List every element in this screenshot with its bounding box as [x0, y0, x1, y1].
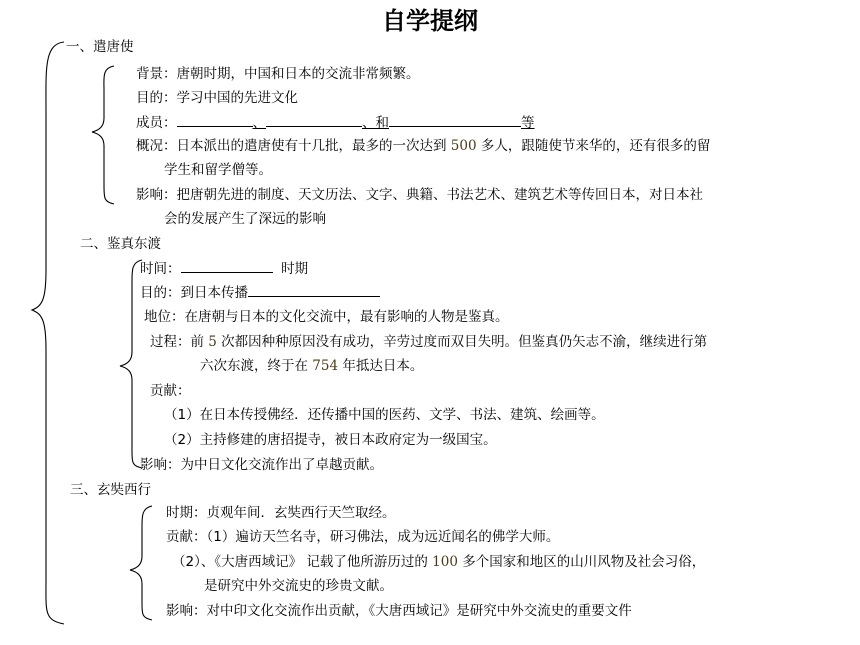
- outer-brace: [32, 42, 64, 624]
- s2-purpose-text: 到日本传播: [180, 285, 248, 301]
- s1-brace: [92, 66, 114, 204]
- s2-contrib-1: （1）在日本传授佛经．还传播中国的医药、文学、书法、建筑、绘画等。: [164, 407, 605, 423]
- s3-impact-text: 对中印文化交流作出贡献，《大唐西域记》是研究中外交流史的重要文件: [206, 603, 632, 619]
- s3-period: [166, 503, 396, 523]
- s1-overview-label: 概况：: [136, 138, 177, 154]
- s1-purpose-text: 学习中国的先进文化: [176, 90, 298, 106]
- s1-impact-line2: 会的发展产生了深远的影响: [164, 211, 326, 227]
- s1-members-blank-3[interactable]: [389, 112, 521, 127]
- s2-process-text-a: 前: [190, 334, 209, 350]
- s1-heading: 一、遣唐使: [66, 39, 134, 55]
- s3-impact: [166, 601, 632, 621]
- s2-status-label: 地位：: [144, 309, 185, 325]
- s2-process-text-b: 次都因种种原因没有成功，辛劳过度而双目失明。但鉴真仍矢志不渝，继续进行第: [216, 334, 708, 350]
- s2-purpose-label: 目的：: [140, 285, 181, 301]
- s2-impact-text: 为中日文化交流作出了卓越贡献。: [180, 457, 383, 473]
- s2-impact-label: 影响：: [140, 457, 181, 473]
- s2-process-year: 754: [312, 358, 339, 374]
- s1-overview-number: 500: [450, 138, 477, 154]
- s1-overview-text-a: 日本派出的遣唐使有十几批，最多的一次达到: [176, 138, 451, 154]
- s1-members-blank-1[interactable]: [177, 112, 253, 127]
- s2-time-suffix: 时期: [281, 261, 309, 277]
- s2-time: [140, 258, 308, 279]
- s1-impact: [136, 185, 703, 205]
- s1-members-end: 等: [521, 115, 535, 131]
- s3-contrib-label: 贡献：: [166, 529, 207, 545]
- s3-brace: [130, 506, 152, 620]
- s2-process-line2-b: 年抵达日本。: [338, 358, 424, 374]
- s1-members-sep-1: 、: [252, 115, 266, 131]
- s3-contrib: [166, 527, 559, 547]
- s2-process-label: 过程：: [150, 334, 191, 350]
- s1-background-text: 唐朝时期，中国和日本的交流非常频繁。: [176, 66, 420, 82]
- s1-overview-line2: 学生和留学僧等。: [164, 162, 272, 178]
- s2-purpose-blank[interactable]: [248, 282, 380, 297]
- s1-members-sep-2: 、和: [362, 115, 389, 131]
- s2-heading: 二、鉴真东渡: [80, 236, 161, 252]
- s3-contrib-2: [172, 552, 705, 572]
- s2-process-line2-a: 六次东渡，终于在: [200, 358, 313, 374]
- s2-time-blank[interactable]: [181, 258, 273, 273]
- s1-members: [136, 112, 535, 133]
- s3-contrib-2-line2: 是研究中外交流史的珍贵文献。: [204, 578, 393, 594]
- s2-brace: [120, 260, 142, 468]
- page-title: 自学提纲: [382, 7, 478, 35]
- s3-contrib-2-number: 100: [432, 554, 458, 570]
- s3-contrib-2-a: （2）、《大唐西域记》 记载了他所游历过的: [172, 554, 433, 570]
- s1-impact-label: 影响：: [136, 187, 177, 203]
- s3-period-label: 时期：: [166, 505, 207, 521]
- s2-process-number: 5: [208, 334, 217, 350]
- s3-contrib-1: （1）遍访天竺名寺，研习佛法，成为远近闻名的佛学大师。: [206, 529, 560, 545]
- s2-status-text: 在唐朝与日本的文化交流中，最有影响的人物是鉴真。: [184, 309, 509, 325]
- s1-overview-text-b: 多人，跟随使节来华的，还有很多的留: [476, 138, 711, 154]
- s3-contrib-2-b: 多个国家和地区的山川风物及社会习俗，: [457, 554, 706, 570]
- s1-impact-text: 把唐朝先进的制度、天文历法、文字、典籍、书法艺术、建筑艺术等传回日本，对日本社: [176, 187, 703, 203]
- s1-background-label: 背景：: [136, 66, 177, 82]
- s2-impact: [140, 455, 383, 475]
- s1-purpose: [136, 88, 298, 108]
- s2-purpose: [140, 282, 380, 303]
- s2-contrib-label: 贡献：: [150, 383, 191, 399]
- s3-period-text: 贞观年间．玄奘西行天竺取经。: [206, 505, 396, 521]
- s1-members-label: 成员：: [136, 115, 177, 131]
- s1-purpose-label: 目的：: [136, 90, 177, 106]
- s1-background: [136, 64, 420, 84]
- s1-members-blank-2[interactable]: [266, 112, 362, 127]
- s1-overview: [136, 136, 710, 156]
- s2-status: [144, 307, 509, 327]
- s2-process: [150, 332, 707, 352]
- s2-process-line2: [200, 356, 423, 376]
- s3-impact-label: 影响：: [166, 603, 207, 619]
- s3-heading: 三、玄奘西行: [70, 482, 151, 498]
- s2-contrib-2: （2）主持修建的唐招提寺，被日本政府定为一级国宝。: [164, 432, 497, 448]
- s2-time-label: 时间：: [140, 261, 181, 277]
